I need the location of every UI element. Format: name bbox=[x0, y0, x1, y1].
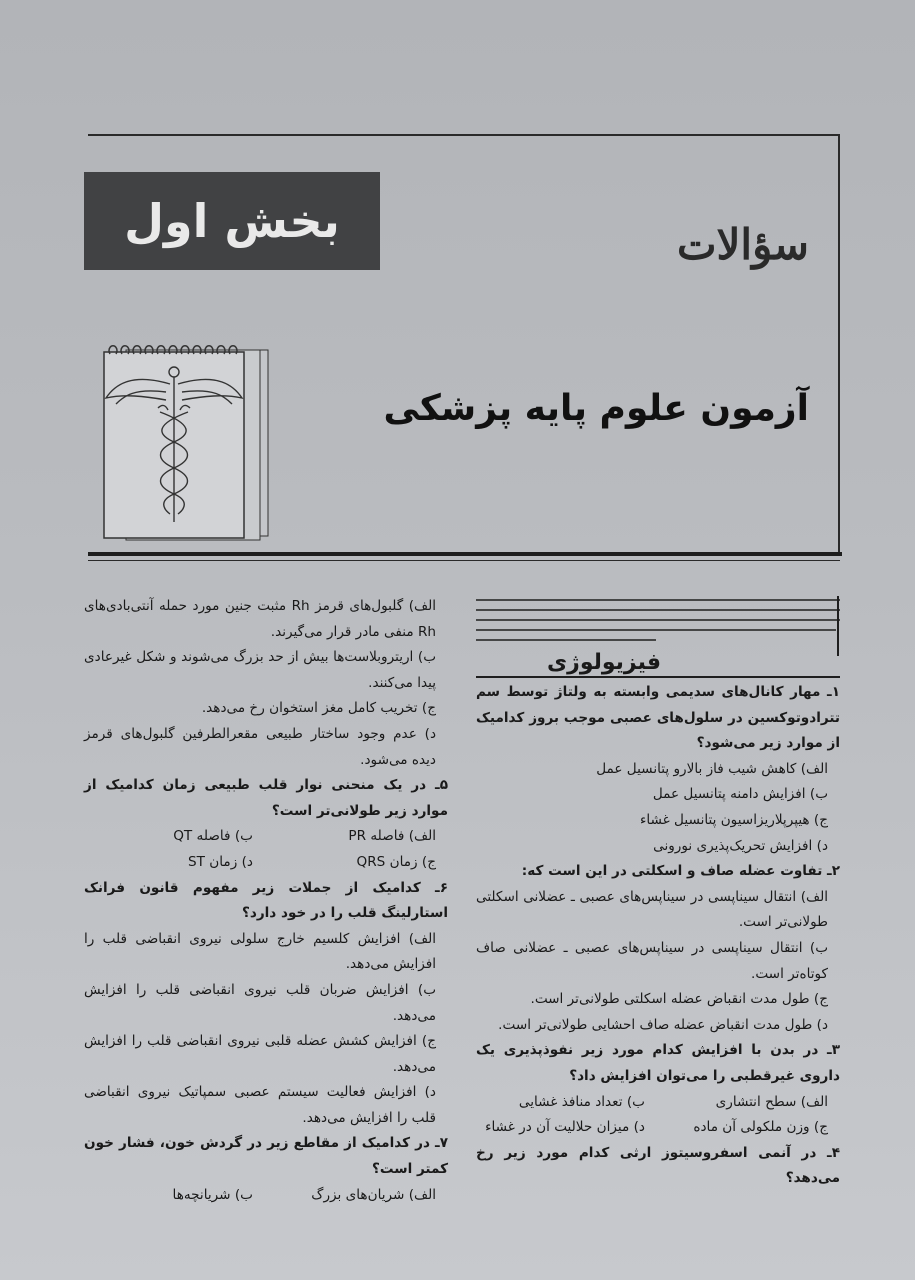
question-text: ۵ـ در یک منحنی نوار قلب طبیعی زمان کدامیک از موارد زیر طولانی‌تر است؟ bbox=[84, 777, 448, 819]
subject-rule bbox=[476, 676, 840, 678]
header-divider-thin bbox=[88, 560, 840, 561]
option-row bbox=[84, 1183, 448, 1209]
option-text: الف) گلبول‌های قرمز Rh مثبت جنین مورد حمله آنتی‌بادی‌های Rh منفی مادر قرار می‌گیرند. bbox=[84, 598, 436, 640]
subject-title: فیزیولوژی bbox=[546, 650, 661, 675]
section-label: بخش اول bbox=[124, 194, 340, 248]
option-text: ب) افزایش دامنه پتانسیل عمل bbox=[652, 786, 828, 803]
subject-header-lines bbox=[476, 596, 840, 656]
option-row bbox=[84, 850, 448, 876]
question-text: ۱ـ مهار کانال‌های سدیمی وابسته به ولتاژ توسط سم تترادوتوکسین در سلول‌های عصبی موجب بروز کدامیک از موارد زیر می‌شود؟ bbox=[476, 684, 840, 752]
right-column bbox=[476, 680, 840, 1192]
option-text: ج) هیپرپلاریزاسیون پتانسیل غشاء bbox=[639, 811, 828, 828]
option-text: الف) کاهش شیب فاز بالارو پتانسیل عمل bbox=[596, 760, 828, 777]
option-text: الف) شریان‌های بزرگ bbox=[311, 1186, 436, 1203]
option-text: ب) تعداد منافذ غشایی bbox=[518, 1093, 645, 1110]
option-row bbox=[84, 824, 448, 850]
option-text: ج) زمان QRS bbox=[356, 853, 436, 870]
option-text: د) افزایش فعالیت سیستم عصبی سمپاتیک نیروی انقباضی قلب را افزایش می‌دهد. bbox=[84, 1084, 436, 1126]
option-text: د) عدم وجود ساختار طبیعی مقعرالطرفین گلبول‌های قرمز دیده می‌شود. bbox=[84, 725, 436, 768]
option-text: ب) افزایش ضربان قلب نیروی انقباضی قلب را افزایش می‌دهد. bbox=[84, 981, 436, 1024]
option-text: ب) اریتروبلاست‌ها بیش از حد بزرگ می‌شوند و شکل غیرعادی پیدا می‌کنند. bbox=[84, 649, 436, 691]
question-text: ۶ـ کدامیک از جملات زیر مفهوم قانون فرانک استارلینگ قلب را در خود دارد؟ bbox=[84, 879, 448, 922]
question-text: ۳ـ در بدن با افزایش کدام مورد زیر نفوذپذیری یک داروی غیرقطبی را می‌توان افزایش داد؟ bbox=[476, 1042, 840, 1084]
option-row bbox=[476, 1115, 840, 1141]
option-text: ب) شریانچه‌ها bbox=[172, 1186, 253, 1203]
option-text: د) زمان ST bbox=[188, 853, 253, 870]
section-banner bbox=[84, 172, 380, 270]
option-row bbox=[476, 1090, 840, 1116]
exam-title: آزمون علوم پایه پزشکی bbox=[383, 388, 809, 429]
option-text: ج) طول مدت انقباض عضله اسکلتی طولانی‌تر است. bbox=[530, 991, 828, 1008]
option-text: الف) انتقال سیناپسی در سیناپس‌های عصبی ـ عضلانی اسکلتی طولانی‌تر است. bbox=[476, 888, 828, 931]
option-text: د) میزان حلالیت آن در غشاء bbox=[485, 1119, 645, 1136]
question-text: ۷ـ در کدامیک از مقاطع زیر در گردش خون، فشار خون کمتر است؟ bbox=[84, 1135, 448, 1178]
option-text: ب) فاصله QT bbox=[173, 828, 253, 845]
option-text: د) افزایش تحریک‌پذیری نورونی bbox=[653, 837, 828, 854]
option-text: الف) سطح انتشاری bbox=[715, 1093, 828, 1110]
question-text: ۲ـ تفاوت عضله صاف و اسکلتی در این است که: bbox=[521, 863, 840, 880]
header-divider bbox=[88, 552, 842, 556]
left-column bbox=[84, 594, 448, 1208]
option-text: ج) وزن ملکولی آن ماده bbox=[693, 1119, 828, 1136]
option-text: ج) افزایش کشش عضله قلبی نیروی انقباضی قلب را افزایش می‌دهد. bbox=[84, 1033, 436, 1075]
questions-title: سؤالات bbox=[676, 220, 809, 269]
option-text: الف) فاصله PR bbox=[348, 828, 436, 845]
option-text: الف) افزایش کلسیم خارج سلولی نیروی انقباضی قلب را افزایش می‌دهد. bbox=[84, 930, 436, 973]
option-text: ج) تخریب کامل مغز استخوان رخ می‌دهد. bbox=[201, 700, 436, 717]
option-text: ب) انتقال سیناپسی در سیناپس‌های عصبی ـ عضلانی صاف کوتاه‌تر است. bbox=[476, 939, 828, 982]
question-text: ۴ـ در آنمی اسفروسیتوز ارثی کدام مورد زیر رخ می‌دهد؟ bbox=[476, 1144, 840, 1187]
caduceus-notebook-icon bbox=[100, 342, 272, 542]
option-text: د) طول مدت انقباض عضله صاف احشایی طولانی‌تر است. bbox=[498, 1016, 828, 1033]
